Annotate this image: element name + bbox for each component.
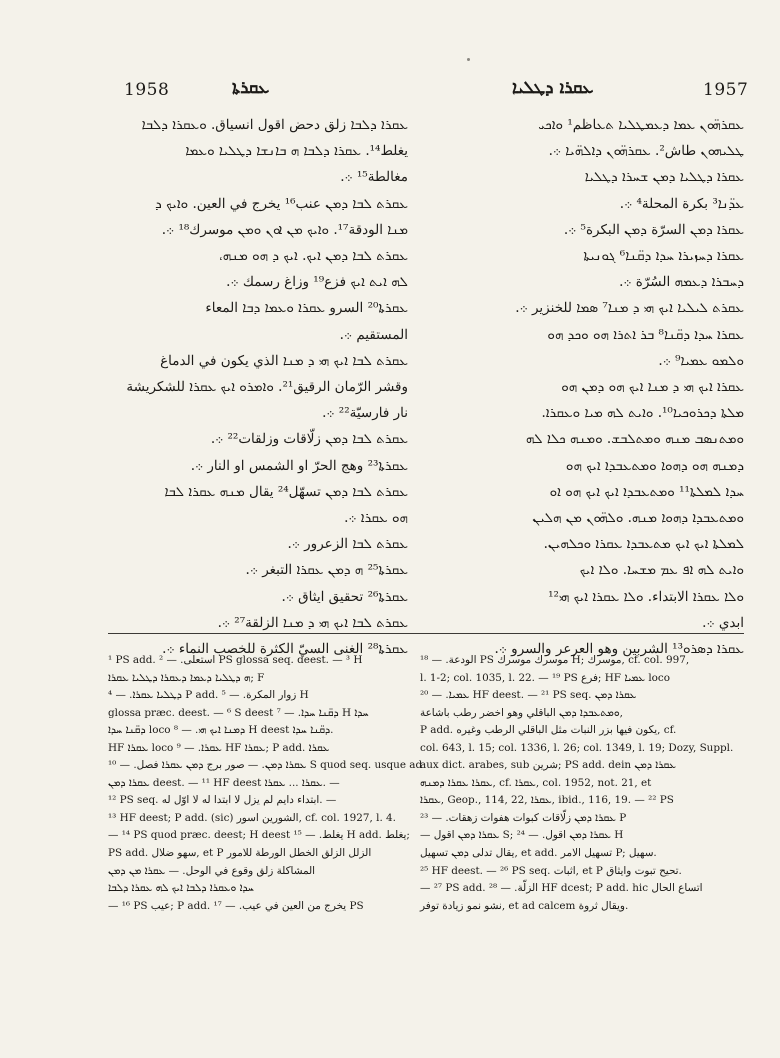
entry-line: المستقيم ܀.	[339, 326, 408, 343]
footnote-line: — ¹⁶ PS عيب; P add. يخرج من العين في عيب. — ¹⁷ PS	[108, 899, 364, 912]
footnote-line: ¹³ HF deest; P add. (sic) الشورين اسور, cf. col. 1927, l. 4.	[108, 811, 396, 824]
entry-line: وقشر الرّمان الرقيق²¹. ܘܐܡܪܘ ܐܝܟ ܥܩܪܐ للشكريشة	[126, 379, 408, 396]
entry-line: ܥܩܪܐ ܕܚܙܝܪܐ ܚܕܐ ܕܩ̈ܢܐ⁶ ܓܘܢܝܬܐ	[583, 248, 744, 265]
left-running-head: ܥܩܪܬܐ	[232, 78, 270, 98]
entry-line: ܥܩܪܬ ܠܒܐ ܐܝܟ ܗܝ ܕ ܡܢܐ الزلقة²⁷ ܀.	[217, 614, 408, 631]
footnote-line: P add. يكون فيها بزر النبات مثل الباقلي الرطب وغيره, cf.	[420, 724, 677, 737]
entry-line: ܥܩܪܬ ܠܝܠܝܐ ܐܝܟ ܗܝ ܕ ܡܢܐ⁷ ܣܡܐ للخنزير ܀.	[515, 300, 744, 317]
footnote-line: ܥܩܪܐ ܕܡܢ deest. — ¹¹ HF deest ܥܩܪܐ ... ܥܩܪܐ. —	[108, 776, 340, 789]
left-column-text	[108, 112, 408, 662]
footnote-line: المشاكلة زلق وقوع في الوحل. — ܥܩܪܐ ܡܢ ܕܡܢ	[108, 864, 316, 877]
page-speck	[467, 58, 470, 61]
entry-line: ܥܩܪܬܐ²³ وهج الحرّ او الشمس او النار ܀.	[190, 457, 408, 474]
entry-line: ܥܩܪܬܐ²⁰ السرو ܥܩܪܐ ܘܥܡܐ ܕܒܐ المعاء	[205, 300, 408, 317]
footnote-line: ¹ PS add. استعلى. — ² PS glossa seq. deest. — ³ H	[108, 654, 363, 666]
footnote-line: ܥܩܪܐ, Geop., 114, 22, ܥܩܪܐ, ibid., 116, 19. — ²² PS	[420, 794, 674, 807]
right-column-text	[420, 112, 744, 662]
footnote-line: ܥܩܪܐ ܕܡܢ. — صور برج ܕܡܢ ܥܩܪܐ فصل. — ¹⁰ S quod seq. usque ad	[108, 759, 423, 772]
entry-line: ܥܩܪܬܐ²⁶ تحقيق ايثاق ܀.	[281, 588, 408, 605]
right-page-number: 1957	[703, 80, 749, 100]
entry-line: ܥܩܪܐ ܕܠܒܐ زلق دحض اقول انسياق. ܘܥܩܪܐ ܕܠܒܐ	[141, 117, 408, 133]
footnote-line: ܕܛܠܝܐ ܥܩܪܐ. — ⁴ P add. زوار المكرة. — ⁵ H	[108, 689, 309, 702]
entry-line: ܕܚܒܪܐ ܕܥܡܗ السُرّة ܀.	[619, 274, 744, 291]
entry-line: ܘܠܐ ܥܩܪܐ الابتداء. ܘܠܐ ܥܩܪܐ ܐܝܟ ܗܝ¹²	[548, 588, 744, 605]
footnote-line: aux dict. arabes, sub شرين; PS add. dein ܥܩܪܐ ܕܡܢ	[420, 759, 676, 772]
entry-line: ܥܕ̈ܢܐ³ بكرة المحلة⁴ ܀.	[619, 195, 744, 212]
footnote-line: نشو نمو زيادة توفر, et ad calcem ويقال ثروة.	[420, 899, 629, 912]
footnotes-left	[108, 652, 423, 915]
entry-line: يغلط¹⁴. ܥܩܪܐ ܕܠܒܐ ܗ ܒܐܢܫܐ ܕܛܠܝܐ ܘܥܡܐ	[185, 143, 408, 160]
entry-line: ܡܢܐ الودقة¹⁷. ܘܐܝܟ ܡܢ ܐܘܢ ܘܡܢ موسرك¹⁸ ܀.	[161, 221, 408, 238]
entry-line: ܕܡܢܗ ܗܘ ܕܗܘܐ ܘܡܬܥܒܕܐ ܐܝܟ ܗܘ	[565, 457, 744, 474]
entry-line: ܘܠܡܘ ܥܡܝܐ⁹ ܀.	[658, 352, 744, 369]
footnote-line: PS add. سهو ضلال, et P الزلل الزلق الخطل الورطة للامور	[108, 847, 372, 860]
entry-line: ܥܩܪܬ ܠܒܐ ܕܡܢ ܐܝܟ. ܐܝܟ ܕ ܗܘ ܡܢܗ،	[218, 248, 408, 265]
entry-line: ܥܩܪܐ ܚܕܐ ܕܩ̈ܢܐ⁸ ܒܪ ܐܬܪܐ ܗܘ ܘܟܕ ܗܘ	[547, 326, 744, 343]
footnote-line: ¹² PS seq. ابتداء دايم لم يزل لا ابتدا له لا اوّل له. —	[108, 794, 337, 807]
footnote-line: ܥܩܪܐ ܥܩܪܐ ܕܡܢܗ, cf. ܥܩܪܐ, col. 1952, not. 21, et	[420, 776, 652, 789]
entry-line: ܗܘ ܥܩܪܐ ܀.	[344, 510, 408, 527]
footnote-line: الودعة. — ¹⁸ PS موسرك موسرك H; موسرك, cf. col. 997,	[420, 654, 690, 666]
entry-line: ܛܠܝܗܘܢ طاش². ܥܩܪܗ̈ܘܢ ܕܐܠܗ̈ܝܐ ܀.	[548, 143, 744, 160]
entry-line: ܥܩܪܐ ܐܝܟ ܗܝ ܕ ܡܢܐ ܐܝܟ ܗܘ ܕܡܢ ܗܘ	[561, 379, 744, 396]
right-running-head: ܥܩܪܐ ܕܛܠܝܐ	[512, 78, 594, 98]
entry-line: ܥܩܪܬ ܠܒܐ ܕܡܢ عنب¹⁶ يخرج في العين. ܘܐܝܟ ܕ	[155, 195, 408, 212]
entry-line: ܥܩܪܬ ܠܒܐ ܕܡܢ زلّاقات وزلقات²² ܀.	[210, 431, 408, 448]
footnote-divider	[108, 633, 744, 634]
entry-line: ܘܐܝܬ ܠܗ ܐܦ ܥܡ ܡܫܚܐ. ܘܠܐ ܐܝܟ	[579, 562, 744, 579]
entry-line: مغالطة¹⁵ ܀.	[340, 169, 408, 186]
footnotes-right	[420, 652, 744, 915]
footnote-line: l. 1-2; col. 1035, l. 22. — ¹⁹ PS فرع; HF ܥܡܝܐ loco	[420, 671, 670, 684]
footnote-line: glossa præc. deest. — ⁶ S deest ܕܩ̈ܢܐ ܚܕܐ. — ⁷ H ܚܕܐ	[108, 706, 369, 719]
footnote-line: ܚܕܐ ܘܥܩܪܐ ܕܠܒܐ ܐܝܟ ܠܗ ܥܩܪܐ ܕܠܒܐ	[108, 882, 254, 895]
footnote-line: HF ܥܩܪܐ loco ܥܩܪܐ. — ⁹ HF ܥܩܪܐ; P add. ܥܩܪܐ	[108, 741, 330, 754]
entry-line: ܘܡܬܢܣܒ ܡܢܗ ܘܡܬܠܒܫ. ܘܡܢܗ ܟܠܐ ܠܗ	[525, 431, 744, 448]
left-page-number: 1958	[124, 80, 170, 100]
entry-line: ܥܩܪܬܐ²⁵ ܗ ܕܡܢ ܥܩܪܐ التبغر ܀.	[245, 562, 408, 579]
entry-line: ابدي ܀.	[702, 614, 744, 631]
entry-line: ܥܩܪܐ ܕܡܢ السرّة ܕܡܢ البكرة⁵ ܀.	[563, 221, 744, 238]
entry-line: ܥܩܪܐ ܕܛܠܝܐ ܕܡܢ ܫܚܪܐ ܕܛܠܝܐ	[584, 169, 744, 186]
footnote-line: — ¹⁴ PS quod præc. deest; H deest يغلط. — ¹⁵ H add. يغلط;	[108, 829, 410, 842]
entry-line: ܠܡܠܬܐ ܐܝܟ ܐܝܟ ܡܬܥܒܕܐ ܥܩܪܐ ܘܟܠܗܝܢ.	[543, 536, 744, 553]
entry-line: ܥܩܪܐ ܕܣܪܘ¹³ الشربين وهو العرعر والسرو ܀.	[494, 641, 744, 658]
footnote-line: ܥܩܪܐ ܕܡܢ زلّاقات كبوات هفوات زهقات. — ²³ P	[420, 811, 627, 824]
entry-line: ܠܗ ܐܝܬ ܐܝܟ فزع¹⁹ وزاغ رسمك ܀.	[226, 274, 408, 291]
entry-line: ܡܠܬܐ ܕܟܪܘܟܝܐ¹⁰. ܘܐܝܬ ܠܗ ܡܝܐ ܘܥܩܪܐ.	[541, 405, 744, 422]
entry-line: ܥܩܪܬ ܠܒܐ ܕܡܢ تسهّل²⁴ يقال ܡܢܗ ܥܩܪܐ ܠܒܐ	[164, 483, 408, 500]
entry-line: ܥܩܪܬܐ²⁸ الغنى السيّ الكثرة للخصب النماء ܀.	[162, 641, 408, 658]
footnote-line: — ܥܩܪܐ ܕܡܢ اقول S; ܥܩܪܐ ܕܡܢ اقول. — ²⁴ H	[420, 829, 624, 842]
footnote-line: ²⁵ HF deest. — ²⁶ PS seq. اثبات, et P تحيح تبوت وايثاق.	[420, 864, 682, 877]
footnote-line: — ²⁷ PS add. الزلّة. — ²⁸ HF dcest; P add. hic اتساع الحال	[420, 882, 703, 895]
entry-line: ܘܡܬܥܒܕܐ ܕܗܘܐ ܡܢܗ. ܘܠܗ̈ܘܢ ܡܢ ܗܠܝܢ	[532, 510, 744, 527]
entry-line: ܥܩܪܗ̈ܘܢ ܥܡܐ ܕܥܡܛܠܝܐ ܬܥاظم¹ ܘܐܟܝ	[538, 117, 744, 133]
footnote-line: يقال تدلى ܕܡܢ تسهيل, et add. تسهيل الامر P; سهيل.	[420, 847, 657, 860]
footnote-line: col. 643, l. 15; col. 1336, l. 26; col. 1349, l. 19; Dozy, Suppl.	[420, 741, 734, 754]
footnote-line: ܗ ܕܛܠܝܐ ܕܥܡܐ ܕܥܩܪܐ ܕܛܠܝܐ ܥܩܪܐ; F	[108, 671, 265, 684]
footnote-line: ܘܡܬܥܒܕܐ ܕܡܢ الباقلي وهو اخضر رطب باشاعة,	[420, 706, 623, 719]
footnote-line: ܕܩ̈ܢܐ ܚܕܐ loco ܕܡܢܐ ܐܝܟ ܗܝ. — ⁸ H deest ܕܩ̈ܢܐ ܚܕܐ.	[108, 724, 334, 737]
footnote-line: ܥܡܝܐ. — ²⁰ HF deest. — ²¹ PS seq. ܥܩܪܐ ܕܡܢ	[420, 689, 637, 702]
entry-line: نار فارسيّة²² ܀.	[322, 405, 408, 422]
entry-line: ܥܩܪܬ ܠܒܐ الزعرور ܀.	[287, 536, 408, 553]
entry-line: ܚܕܐ ܠܡܠܬܐ¹¹ ܘܡܬܥܒܕܐ ܐܝܟ ܐܝܟ ܗܘ ܐܘ	[549, 483, 744, 500]
entry-line: ܥܩܪܬ ܠܒܐ ܐܝܟ ܗܝ ܕ ܡܢܐ الذي يكون في الدماغ	[160, 352, 408, 369]
